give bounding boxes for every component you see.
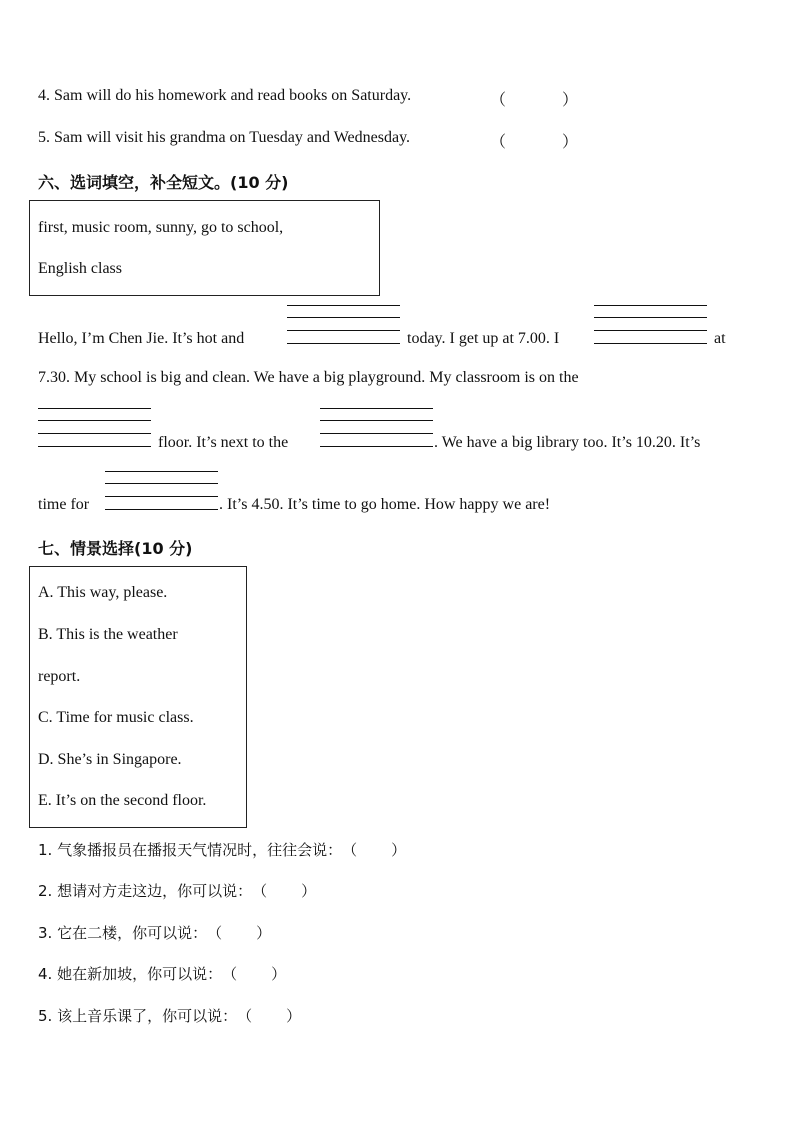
passage-text: Hello, I’m Chen Jie. It’s hot and (38, 330, 245, 347)
answer-paren-1[interactable]: （ ） (342, 841, 407, 859)
option-a: A. This way, please. (38, 584, 168, 601)
blank-3-input[interactable] (38, 408, 151, 448)
word-bank-line-1: first, music room, sunny, go to school, (38, 219, 284, 236)
answer-paren-4[interactable]: （ ） (222, 965, 287, 983)
blank-1-input[interactable] (287, 305, 400, 345)
option-b: B. This is the weather (38, 626, 178, 643)
judge-question-4: 4. Sam will do his homework and read books on Saturday. (38, 87, 412, 104)
blank-5-input[interactable] (105, 471, 218, 511)
situation-question-2: 2. 想请对方走这边，你可以说：（ ） (38, 882, 317, 900)
answer-paren-2[interactable]: （ ） (252, 882, 317, 900)
blank-1[interactable] (287, 305, 400, 345)
option-b-continued: report. (38, 668, 81, 685)
answer-paren-3[interactable]: （ ） (207, 924, 272, 942)
section-7-heading: 七、情景选择(10 分) (38, 539, 193, 558)
passage-text: at (714, 330, 726, 347)
option-e: E. It’s on the second floor. (38, 792, 207, 809)
situation-question-4: 4. 她在新加坡，你可以说：（ ） (38, 965, 287, 983)
passage-text: . We have a big library too. It’s 10.20. It’s (434, 434, 701, 451)
blank-3[interactable] (38, 408, 151, 448)
answer-paren-5[interactable]: （ ） (237, 1007, 302, 1025)
passage-text: today. I get up at 7.00. I (407, 330, 560, 347)
passage-text: 7.30. My school is big and clean. We have a big playground. My classroom is on the (38, 369, 579, 386)
passage-text: time for (38, 496, 90, 513)
blank-5[interactable] (105, 471, 218, 511)
judge-answer-4[interactable]: （ ） (490, 92, 579, 109)
option-c: C. Time for music class. (38, 709, 194, 726)
section-6-heading: 六、选词填空，补全短文。(10 分) (38, 173, 289, 192)
passage-text: . It’s 4.50. It’s time to go home. How happy we are! (219, 496, 551, 513)
judge-answer-5[interactable]: （ ） (490, 134, 579, 151)
situation-question-5: 5. 该上音乐课了，你可以说：（ ） (38, 1007, 302, 1025)
situation-question-1: 1. 气象播报员在播报天气情况时，往往会说：（ ） (38, 841, 407, 859)
blank-2[interactable] (594, 305, 707, 345)
word-bank-box (29, 200, 380, 296)
blank-2-input[interactable] (594, 305, 707, 345)
blank-4-input[interactable] (320, 408, 433, 448)
blank-4[interactable] (320, 408, 433, 448)
word-bank-line-2: English class (38, 260, 122, 277)
option-d: D. She’s in Singapore. (38, 751, 182, 768)
situation-question-3: 3. 它在二楼，你可以说：（ ） (38, 924, 272, 942)
options-box (29, 566, 247, 828)
judge-question-5: 5. Sam will visit his grandma on Tuesday and Wednesday. (38, 129, 411, 146)
passage-text: floor. It’s next to the (158, 434, 289, 451)
